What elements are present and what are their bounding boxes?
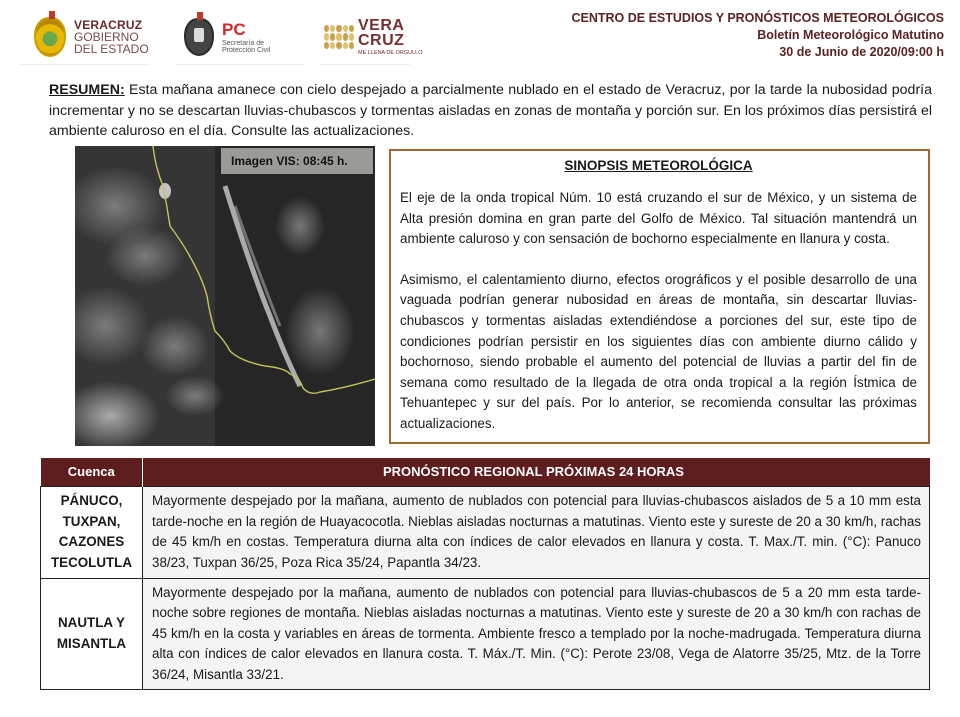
- summary-text: Esta mañana amanece con cielo despejado a parcialmente nublado en el estado de Veracruz, por la tarde la nubosidad podría incrementar y no se descartan lluvias-chubascos y tormentas aisladas en zonas de montaña y porción sur. En los próximos días persistirá el ambiente caluroso en el día. Consulte las actualizaciones.: [49, 82, 932, 139]
- synopsis-paragraph-1: El eje de la onda tropical Núm. 10 está cruzando el sur de México, y un sistema de Alta presión domina en gran parte del Golfo de México. Tal situación mantendrá un ambiente caluroso y con sensación de bochorno especialmente en llanura y costa.: [400, 190, 917, 247]
- synopsis-box: [389, 149, 930, 444]
- bulletin-header: [0, 0, 960, 75]
- forecast-cell: Mayormente despejado por la mañana, aumento de nublados con potencial para lluvias-chubascos aislados de 5 a 10 mm esta tarde-noche en la región de Huayacocotla. Nieblas aisladas nocturnas a matutinas. Viento este y sureste de 20 a 30 km/h, rachas de 45 km/h en costas. Temperatura diurna alta con índices de calor elevados en llanura y costa. T. Max./T. min. (°C): Panuco 38/23, Tuxpan 36/25, Poza Rica 35/24, Papantla 34/23.: [143, 486, 930, 578]
- column-header-forecast: PRONÓSTICO REGIONAL PRÓXIMAS 24 HORAS: [143, 458, 930, 486]
- pc-shield-icon: [184, 18, 214, 56]
- bulletin-title-block: [572, 10, 945, 61]
- table-header-row: [41, 458, 930, 486]
- summary-label: RESUMEN:: [49, 82, 125, 98]
- satellite-image: [75, 146, 375, 446]
- summary-paragraph: [49, 80, 932, 142]
- table-row: [41, 578, 930, 690]
- logo-text-vera: VERA: [358, 16, 405, 34]
- forecast-cell: Mayormente despejado por la mañana, aumento de nublados con potencial para lluvias-chubascos de 5 a 20 mm esta tarde-noche sobre regiones de montaña. Nieblas aisladas nocturnas a matutinas. Viento este y sureste de 20 a 30 km/h con rachas de 45 km/h en la costa y variables en áreas de tormenta. Ambiente fresco a templado por la noche-madrugada. Temperatura diurna alta con índices de calor elevados en llanura costa. T. Máx./T. Min. (°C): Perote 23/08, Vega de Alatorre 35/25, Mtz. de la Torre 36/24, Misantla 33/21.: [143, 578, 930, 690]
- logo-text-secretaria: Secretaría de: [222, 39, 265, 47]
- bulletin-date: 30 de Junio de 2020/09:00 h: [779, 45, 944, 59]
- logo-text-tagline: ME LLENA DE ORGULLO: [358, 50, 423, 57]
- synopsis-paragraph-2: Asimismo, el calentamiento diurno, efectos orográficos y el posible desarrollo de una vaguada podrían generar nubosidad en áreas de montaña, sin descartar lluvias-chubascos y tormentas aisladas extendiéndose a porciones del sur, este tipo de condiciones podrían persistir en los siguientes días con ambiente diurno cálido y bochornoso, siendo probable el aumento del potencial de lluvias a partir del fin de semana como resultado de la llegada de otra onda tropical a la región Ístmica de Tehuantepec y sur del país. Por lo anterior, se recomienda consultar las próximas actualizaciones.: [400, 271, 917, 431]
- bulletin-title: Boletín Meteorológico Matutino: [757, 28, 944, 42]
- logo-text-gobierno: GOBIERNO: [74, 30, 139, 44]
- logo-text-cruz: CRUZ: [358, 31, 405, 49]
- logo-gobierno-veracruz: [34, 10, 149, 64]
- veracruz-pattern-icon: [324, 25, 354, 49]
- satellite-map-graphic: [75, 146, 375, 446]
- logo-proteccion-civil: [184, 10, 270, 64]
- logo-veracruz-brand: [324, 10, 423, 64]
- center-title: CENTRO DE ESTUDIOS Y PRONÓSTICOS METEOROLÓGICOS: [571, 11, 944, 25]
- synopsis-title: SINOPSIS METEOROLÓGICA: [564, 158, 753, 173]
- regional-forecast-table: [40, 458, 930, 690]
- logo-text-veracruz: VERACRUZ: [74, 18, 143, 32]
- basin-cell: PÁNUCO, TUXPAN, CAZONES TECOLUTLA: [41, 486, 143, 578]
- satellite-image-label: Imagen VIS: 08:45 h.: [221, 148, 373, 174]
- veracruz-coat-of-arms-icon: [34, 17, 66, 57]
- logo-text-del-estado: DEL ESTADO: [74, 42, 149, 56]
- column-header-basin: Cuenca: [41, 458, 143, 486]
- basin-cell: NAUTLA Y MISANTLA: [41, 578, 143, 690]
- logo-text-pc: PC: [222, 19, 246, 39]
- table-row: [41, 486, 930, 578]
- logo-text-proteccion-civil: Protección Civil: [222, 46, 271, 54]
